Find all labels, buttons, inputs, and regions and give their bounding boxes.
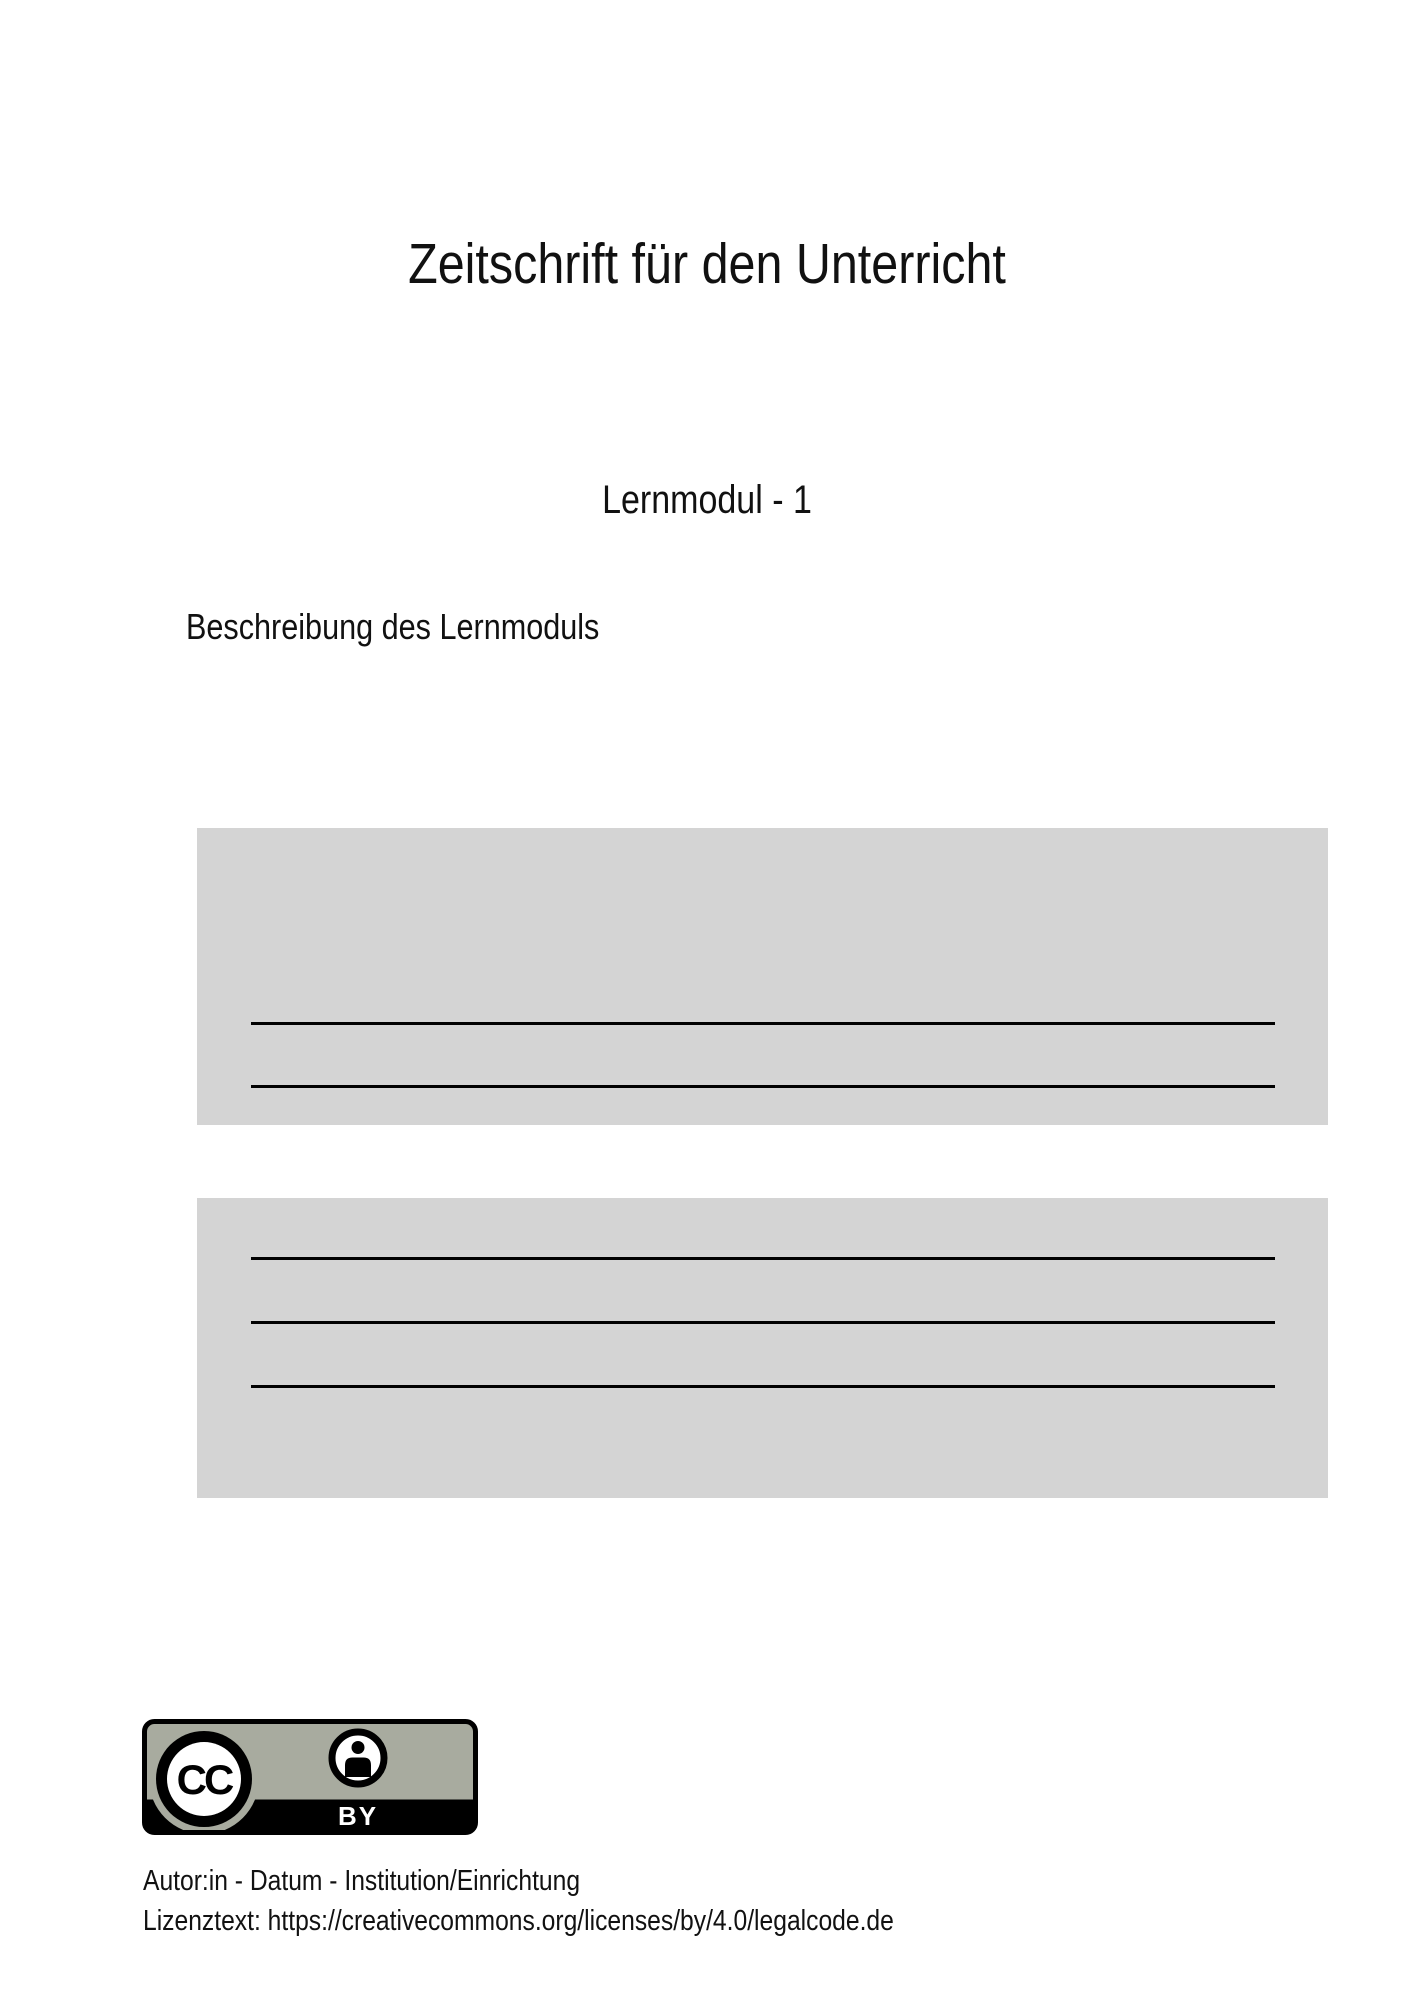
writing-line <box>251 1022 1275 1025</box>
writing-line <box>251 1385 1275 1388</box>
cc-by-badge-graphic <box>142 1719 478 1835</box>
page-title: Zeitschrift für den Unterricht <box>408 232 1006 296</box>
section-heading: Beschreibung des Lernmoduls <box>186 606 600 647</box>
by-label: BY <box>337 1801 379 1831</box>
license-text-line: Lizenztext: https://creativecommons.org/licenses/by/4.0/legalcode.de <box>143 1905 894 1937</box>
cc-logo-icon: CC <box>176 1756 232 1803</box>
writing-line <box>251 1257 1275 1260</box>
writing-line <box>251 1085 1275 1088</box>
person-head <box>352 1741 365 1754</box>
description-box-2 <box>197 1198 1328 1498</box>
person-body <box>345 1758 371 1778</box>
description-box-1 <box>197 828 1328 1125</box>
cc-by-license-badge <box>142 1719 478 1835</box>
module-heading: Lernmodul - 1 <box>602 478 812 522</box>
writing-line <box>251 1321 1275 1324</box>
author-line: Autor:in - Datum - Institution/Einrichtung <box>143 1865 581 1897</box>
